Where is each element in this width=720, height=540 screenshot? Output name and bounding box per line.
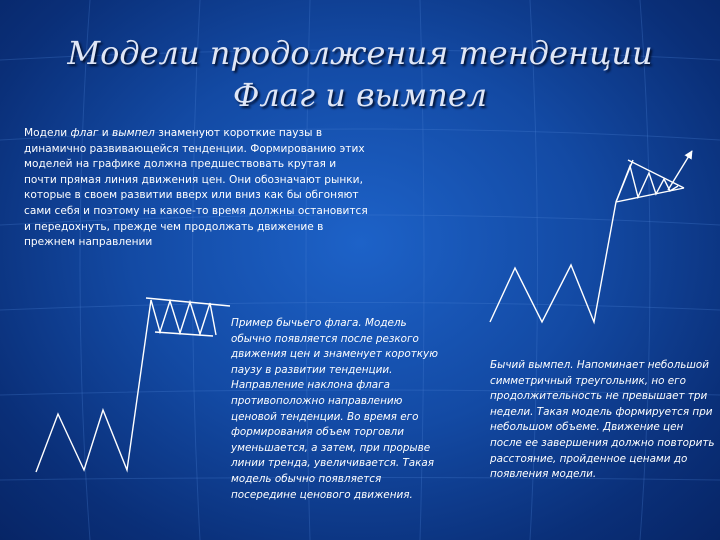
pennant-upper-edge: [628, 160, 684, 188]
flag-price-line: [36, 300, 151, 472]
intro-pennant-word: вымпел: [112, 127, 155, 139]
slide-title-line2: Флаг и вымпел: [232, 76, 488, 114]
slide-title-line1: Модели продолжения тенденции: [67, 34, 653, 72]
pennant-breakout-arrow: [668, 151, 692, 190]
bull-flag-diagram: [36, 298, 230, 472]
flag-lower-boundary: [155, 332, 213, 336]
pennant-zigzag: [616, 166, 678, 202]
bull-pennant-diagram: [490, 151, 692, 322]
intro-rest: знаменуют короткие паузы в динамично развивающейся тенденции. Формированию этих моделей на графике должна предшествовать крутая и почти прямая линия движения цен. Они обозначают рынки, которые в своем развитии вверх или вниз как бы обгоняют сами себя и поэтому на какое-то время должны остановится и передохнуть, прежде чем продолжать движение в прежнем направлении: [24, 127, 368, 249]
pennant-price-line: [490, 202, 616, 322]
intro-flag-word: флаг: [70, 127, 99, 139]
intro-prefix: Модели: [24, 127, 71, 139]
intro-and-word: и: [98, 127, 113, 139]
flag-upper-boundary: [146, 298, 230, 306]
pennant-lower-edge: [616, 188, 684, 202]
bull-pennant-caption: Бычий вымпел. Напоминает небольшой симметричный треугольник, но его продолжительность не превышает три недели. Такая модель формируется при небольшом объеме. Движение цен после ее завершения должно повторить расстояние, пройденное ценами до появления модели.: [490, 359, 715, 481]
bull-flag-caption: Пример бычьего флага. Модель обычно появляется после резкого движения цен и знаменует короткую паузу в развитии тенденции. Направление наклона флага противоположно направлению ценовой тенденции. Во время его формирования объем торговли уменьшается, а затем, при прорыве линии тренда, увеличивается. Такая модель обычно появляется посередине ценового движения.: [231, 317, 438, 501]
flag-zigzag: [151, 300, 216, 335]
